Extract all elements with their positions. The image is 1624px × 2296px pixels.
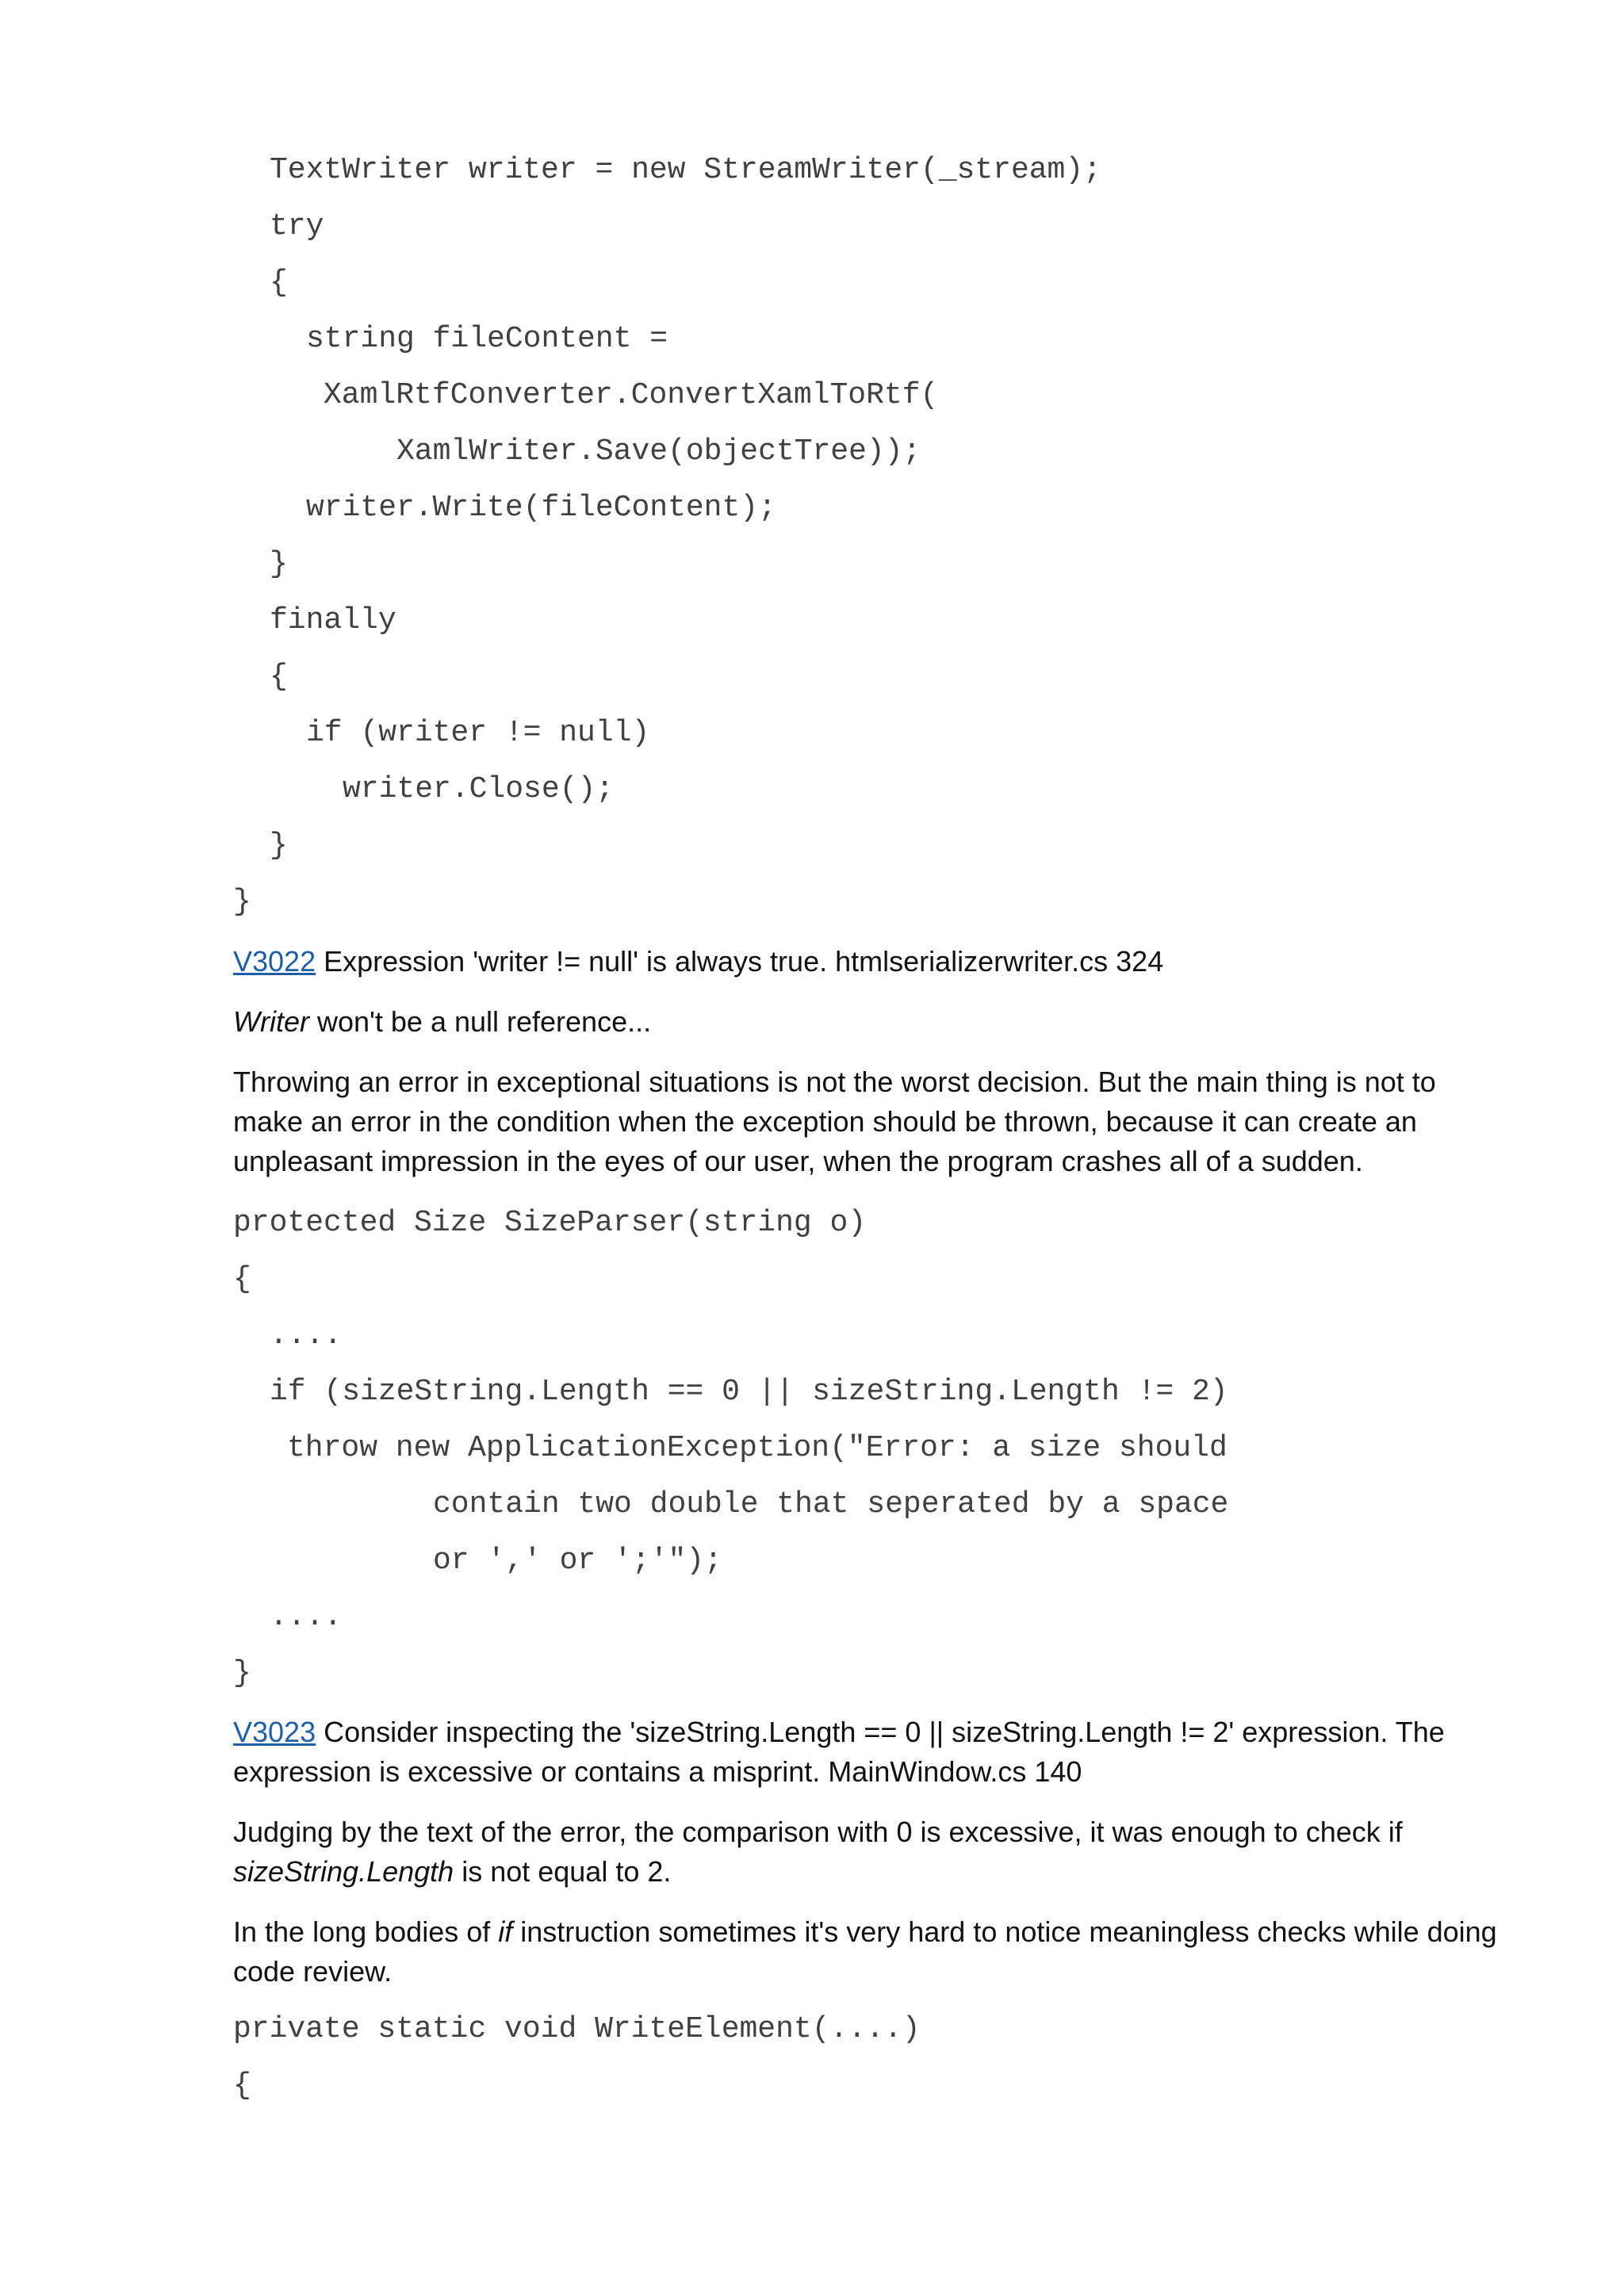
- code-line: if (writer != null): [306, 716, 650, 750]
- code-line: TextWriter writer = new StreamWriter(_stream);: [270, 153, 1101, 187]
- code-line: finally: [270, 603, 396, 637]
- code-line: {: [233, 2068, 251, 2103]
- code-line: contain two double that seperated by a space: [433, 1487, 1229, 1521]
- code-line: private static void WriteElement(....): [233, 2012, 921, 2046]
- code-line: string fileContent =: [306, 322, 668, 356]
- code-line: ....: [270, 1318, 343, 1353]
- code-line: XamlWriter.Save(objectTree));: [396, 434, 921, 469]
- emphasis-text: Writer: [233, 1005, 309, 1038]
- note-text: won't be a null reference...: [308, 1005, 652, 1038]
- code-line: XamlRtfConverter.ConvertXamlToRtf(: [324, 378, 939, 412]
- code-line: {: [270, 266, 288, 300]
- code-line: try: [270, 209, 324, 243]
- paragraph-text: In the long bodies of: [233, 1915, 499, 1948]
- code-line: protected Size SizeParser(string o): [233, 1206, 867, 1240]
- code-line: writer.Write(fileContent);: [306, 491, 776, 525]
- emphasis-text: sizeString.Length: [233, 1855, 454, 1888]
- code-line: if (sizeString.Length == 0 || sizeString.Length != 2): [270, 1375, 1228, 1409]
- code-line: {: [233, 1262, 251, 1296]
- diagnostic-message-1: [233, 942, 1502, 982]
- diagnostic-text: Consider inspecting the 'sizeString.Length == 0 || sizeString.Length != 2' expression. The expression is excessive or contains a misprint. MainWindow.cs 140: [233, 1716, 1445, 1788]
- emphasis-text: if: [498, 1915, 513, 1948]
- code-line: {: [270, 660, 288, 694]
- note-paragraph: [233, 1002, 1502, 1042]
- paragraph-text: Judging by the text of the error, the comparison with 0 is excessive, it was enough to check if: [233, 1816, 1403, 1848]
- code-line: writer.Close();: [343, 772, 615, 806]
- code-line: throw new ApplicationException("Error: a size should: [287, 1431, 1228, 1465]
- code-line: ....: [270, 1600, 343, 1634]
- body-paragraph-2: [233, 1812, 1502, 1892]
- code-line: }: [270, 547, 288, 581]
- code-line: }: [233, 1656, 251, 1690]
- diagnostic-link-v3022[interactable]: V3022: [233, 945, 316, 978]
- body-paragraph-3: [233, 1912, 1502, 1992]
- diagnostic-link-v3023[interactable]: V3023: [233, 1716, 316, 1748]
- body-paragraph-1: Throwing an error in exceptional situations is not the worst decision. But the main thing is not to make an error in the condition when the exception should be thrown, because it can create an unpleasant impression in the eyes of our user, when the program crashes all of a sudden.: [233, 1066, 1436, 1177]
- code-line: }: [270, 828, 288, 863]
- code-line: or ',' or ';'");: [433, 1544, 722, 1578]
- diagnostic-text: Expression 'writer != null' is always true. htmlserializerwriter.cs 324: [316, 945, 1164, 978]
- paragraph-text: is not equal to 2.: [454, 1855, 672, 1888]
- code-line: }: [233, 885, 251, 919]
- diagnostic-message-2: [233, 1712, 1502, 1792]
- paragraph-text: instruction sometimes it's very hard to notice meaningless checks while doing code review.: [233, 1915, 1497, 1988]
